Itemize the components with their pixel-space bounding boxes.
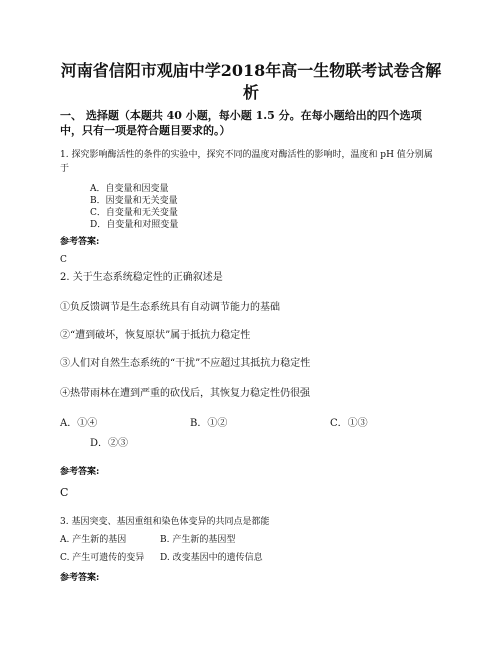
q1-option-b: B．因变量和无关变量 [90,196,178,206]
q3-option-d: D. 改变基因中的遗传信息 [160,553,263,563]
q1-option-c: C．自变量和无关变量 [90,208,178,218]
q2-answer-label: 参考答案: [60,467,100,477]
q1-answer-label: 参考答案: [60,237,100,247]
q2-statement-2: ②“遭到破坏，恢复原状”属于抵抗力稳定性 [60,330,251,341]
q2-answer: C [60,486,69,499]
q2-option-d: D．②③ [90,438,129,449]
q3-option-a: A. 产生新的基因 [60,535,127,545]
q3-answer-label: 参考答案: [60,573,100,583]
q3-option-b: B. 产生新的基因型 [160,535,236,545]
q1-answer: C [60,255,67,265]
q2-statement-3: ③人们对自然生态系统的“干扰”不应超过其抵抗力稳定性 [60,358,311,369]
question-2-stem: 2. 关于生态系统稳定性的正确叙述是 [60,272,223,283]
q1-option-a: A．自变量和因变量 [90,184,169,194]
question-3-stem: 3. 基因突变、基因重组和染色体变异的共同点是都能 [60,517,270,527]
section-heading: 一、 选择题（本题共 40 小题，每小题 1.5 分。在每小题给出的四个选项中，只有一项是符合题目要求的。） [60,109,422,137]
question-1-stem: 1. 探究影响酶活性的条件的实验中，探究不同的温度对酶活性的影响时，温度和 pH 值分别属于 [60,150,433,174]
page-title: 河南省信阳市观庙中学2018年高一生物联考试卷含解析 [60,61,442,102]
q2-option-c: C．①③ [330,418,368,429]
q2-statement-1: ①负反馈调节是生态系统具有自动调节能力的基础 [60,302,280,313]
q3-option-c: C. 产生可遗传的变异 [60,553,145,563]
q2-statement-4: ④热带雨林在遭到严重的砍伐后，其恢复力稳定性仍很强 [60,388,310,399]
q1-option-d: D．自变量和对照变量 [90,220,179,230]
q2-option-b: B．①② [190,418,228,429]
q2-option-a: A．①④ [60,418,98,429]
